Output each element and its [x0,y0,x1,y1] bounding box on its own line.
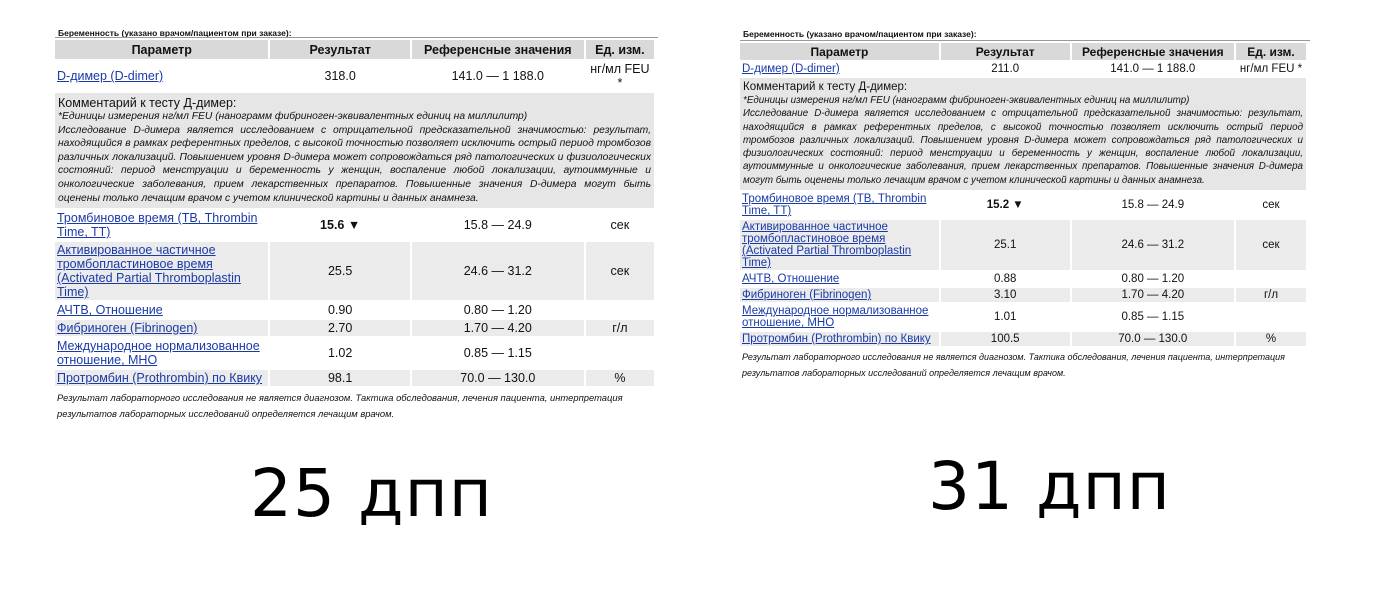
unit-value [586,338,654,368]
reference-range: 0.85 — 1.15 [1072,304,1234,330]
result-value: 1.01 [941,304,1070,330]
unit-value: сек [1236,192,1306,218]
test-link[interactable]: Активированное частичное тромбопластиновое время (Activated Partial Thromboplastin Time) [57,243,241,300]
comment-title: Комментарий к тесту Д-димер: [58,96,237,110]
unit-value: % [586,370,654,386]
result-value: 0.90 [270,302,409,318]
header-unit: Ед. изм. [586,40,654,59]
reference-range: 70.0 — 130.0 [1072,332,1234,346]
table-row [55,338,654,368]
result-value: 0.88 [941,272,1070,286]
comment-units-note: *Единицы измерения нг/мл FEU (нанограмм фибриноген-эквивалентных единиц на миллилитр) [58,111,528,122]
unit-value: сек [586,210,654,240]
unit-value: нг/мл FEU * [586,61,654,91]
result-value: 1.02 [270,338,409,368]
result-value: 25.5 [270,242,409,300]
table-row [740,220,1306,270]
reference-range: 15.8 — 24.9 [1072,192,1234,218]
caption-right: 31 дпп [928,448,1171,525]
table-row [740,304,1306,330]
results-table [738,41,1308,348]
reference-range: 0.80 — 1.20 [1072,272,1234,286]
header-ref: Референсные значения [412,40,584,59]
disclaimer: Результат лабораторного исследования не является диагнозом. Тактика обследования, лечения пациента, интерпретация результатов лабораторных исследований определяется лечащим врачом. [57,392,623,420]
test-link[interactable]: Международное нормализованное отношение, МНО [57,339,260,368]
test-link[interactable]: АЧТВ, Отношение [742,273,840,286]
unit-value: % [1236,332,1306,346]
table-row [740,272,1306,286]
reference-range: 70.0 — 130.0 [412,370,584,386]
result-value: 25.1 [941,220,1070,270]
header-result: Результат [270,40,409,59]
unit-value: сек [1236,220,1306,270]
result-value: 211.0 [941,62,1070,76]
table-header [55,40,654,59]
comment-text: Исследование D-димера является исследованием с отрицательной предсказательной значимостью: результат, находящийся в рамках референтных пределов, с высокой точностью позволяет исключить острый период тромбозов различных локализаций. Повышением уровня D-димера может сопровождаться ряд патологических и физиологических состояний: период менструации и беременность у женщин, воспаление любой локализации, аутоиммунные и онкологические заболевания, прием лекарственных препаратов. Повышенные значения D-димера могут быть оценены только лечащим врачом с учетом клинической картины и данных анамнеза. [58,124,651,204]
table-row [55,242,654,300]
result-value: 3.10 [941,288,1070,302]
test-link[interactable]: Тромбиновое время (ТВ, Thrombin Time, TT) [57,211,258,240]
header-param: Параметр [55,40,268,59]
header-result: Результат [941,43,1070,60]
unit-value [1236,272,1306,286]
comment-row [740,78,1306,190]
reference-range: 24.6 — 31.2 [1072,220,1234,270]
test-link[interactable]: Фибриноген (Fibrinogen) [57,321,198,336]
result-value: 318.0 [270,61,409,91]
test-link[interactable]: Протромбин (Prothrombin) по Квику [57,371,263,386]
reference-range: 141.0 — 1 188.0 [1072,62,1234,76]
reference-range: 15.8 — 24.9 [412,210,584,240]
test-link[interactable]: АЧТВ, Отношение [57,303,163,318]
lab-report-left [55,28,658,422]
comment-text: Исследование D-димера является исследованием с отрицательной предсказательной значимостью: результат, находящийся в рамках референтных пределов, с высокой точностью позволяет исключить острый период тромбозов различных локализаций. Повышением уровня D-димера может сопровождаться ряд патологических и физиологических состояний: период менструации и беременность у женщин, воспаление любой локализации, аутоиммунные и онкологические заболевания, прием лекарственных препаратов. Повышенные значения D-димера могут быть оценены только лечащим врачом с учетом клинической картины и данных анамнеза. [743,108,1303,186]
unit-value: г/л [586,320,654,336]
test-link[interactable]: Международное нормализованное отношение, МНО [742,305,929,330]
table-row [55,320,654,336]
result-value: 2.70 [270,320,409,336]
table-row [740,62,1306,76]
unit-value: нг/мл FEU * [1236,62,1306,76]
reference-range: 24.6 — 31.2 [412,242,584,300]
comment-units-note: *Единицы измерения нг/мл FEU (нанограмм фибриноген-эквивалентных единиц на миллилитр) [743,95,1190,106]
header-unit: Ед. изм. [1236,43,1306,60]
table-row [740,192,1306,218]
table-row [55,302,654,318]
test-link[interactable]: Фибриноген (Fibrinogen) [742,289,872,302]
unit-value: сек [586,242,654,300]
unit-value: г/л [1236,288,1306,302]
header-ref: Референсные значения [1072,43,1234,60]
pregnancy-line: Беременность (указано врачом/пациентом при заказе): [740,28,1310,41]
reference-range: 1.70 — 4.20 [1072,288,1234,302]
reference-range: 141.0 — 1 188.0 [412,61,584,91]
unit-value [1236,304,1306,330]
test-link[interactable]: Тромбиновое время (ТВ, Thrombin Time, TT) [742,193,927,218]
result-value: 98.1 [270,370,409,386]
table-row [55,210,654,240]
unit-value [586,302,654,318]
result-value: 100.5 [941,332,1070,346]
comment-title: Комментарий к тесту Д-димер: [743,81,908,93]
lab-report-right [740,28,1310,381]
result-value: 15.6 ▼ [270,210,409,240]
disclaimer: Результат лабораторного исследования не является диагнозом. Тактика обследования, лечения пациента, интерпретация результатов лабораторных исследований определяется лечащим врачом. [742,352,1285,378]
table-row [55,370,654,386]
table-row [740,332,1306,346]
reference-range: 0.80 — 1.20 [412,302,584,318]
table-row [740,288,1306,302]
result-value: 15.2 ▼ [941,192,1070,218]
table-header [740,43,1306,60]
test-link[interactable]: D-димер (D-dimer) [742,63,840,75]
results-table [53,38,656,388]
header-param: Параметр [740,43,939,60]
test-link[interactable]: Протромбин (Prothrombin) по Квику [742,333,931,346]
test-link[interactable]: D-димер (D-dimer) [57,69,164,83]
reference-range: 0.85 — 1.15 [412,338,584,368]
pregnancy-line: Беременность (указано врачом/пациентом при заказе): [55,28,658,38]
reference-range: 1.70 — 4.20 [412,320,584,336]
table-row [55,61,654,91]
caption-left: 25 дпп [250,455,493,532]
test-link[interactable]: Активированное частичное тромбопластиновое время (Activated Partial Thromboplastin Time) [742,221,912,270]
comment-row [55,93,654,208]
